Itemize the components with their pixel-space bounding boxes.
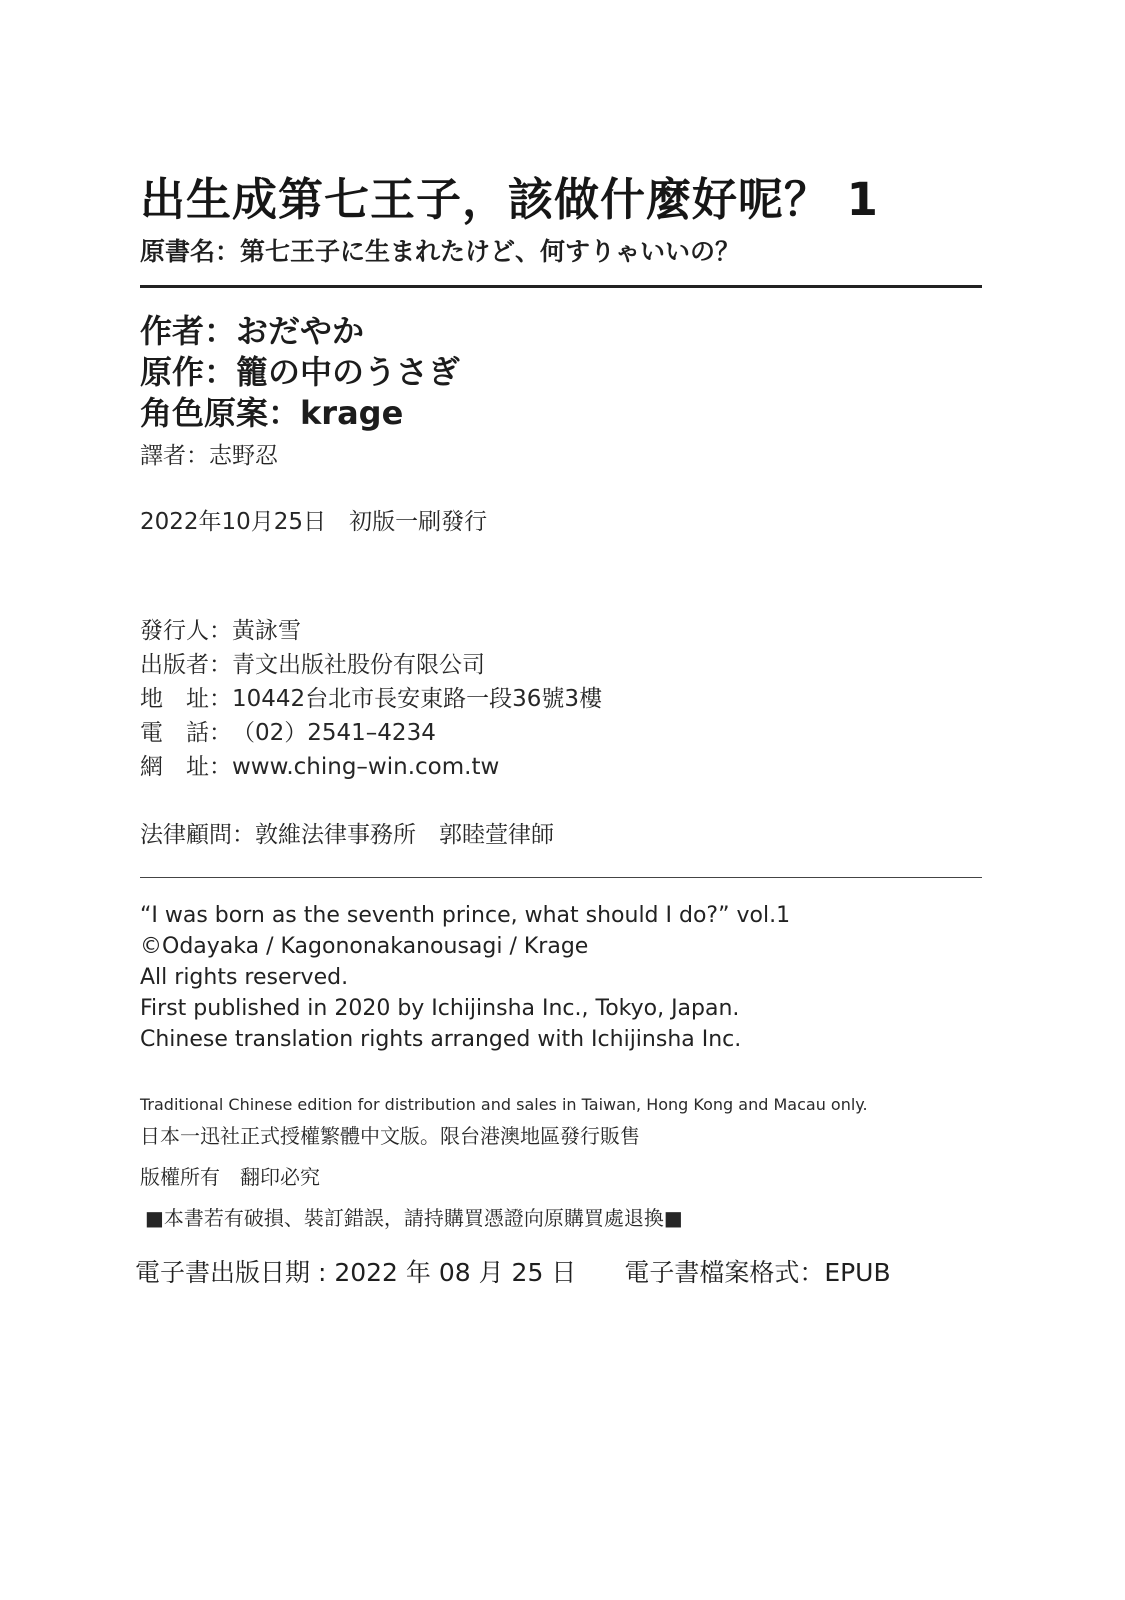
original-work-credit: 原作：籠の中のうさぎ [140,353,461,391]
english-title-line: “I was born as the seventh prince, what should I do?” vol.1 [140,903,791,928]
phone-line [140,714,436,747]
address-label: 地 址： [140,686,232,712]
distribution-chinese: 日本一迅社正式授權繁體中文版。限台港澳地區發行販售 [140,1124,640,1148]
ebook-info [135,1253,891,1289]
author-credit: 作者：おだやか [140,312,365,350]
edition-line: 2022年10月25日 初版一刷發行 [140,509,488,535]
translator-credit: 譯者：志野忍 [140,443,278,469]
address-value: 10442台北市長安東路一段36號3樓 [232,686,603,712]
website-label: 網 址： [140,754,232,780]
ebook-format: 電子書檔案格式：EPUB [624,1258,891,1287]
publisher-name: 出版者：青文出版社股份有限公司 [140,652,485,678]
website-line [140,748,499,781]
address-line [140,680,602,713]
phone-label: 電 話： [140,720,232,746]
phone-value: （02）2541–4234 [232,720,436,746]
book-title: 出生成第七王子，該做什麼好呢？ 1 [140,173,879,226]
translation-rights: Chinese translation rights arranged with Ichijinsha Inc. [140,1027,742,1052]
publisher-person: 發行人：黃詠雪 [140,618,301,644]
legal-advisor: 法律顧問：敦維法律事務所 郭睦萱律師 [140,822,554,848]
website-value: www.ching–win.com.tw [232,754,500,780]
first-published: First published in 2020 by Ichijinsha Inc., Tokyo, Japan. [140,996,740,1021]
title-divider [140,285,982,288]
section-divider [140,877,982,878]
character-design-credit: 角色原案：krage [140,394,404,432]
return-notice: ■本書若有破損、裝訂錯誤，請持購買憑證向原購買處退換■ [145,1206,683,1230]
rights-reserved: All rights reserved. [140,965,349,990]
ebook-date: 電子書出版日期 : 2022 年 08 月 25 日 [135,1258,577,1287]
rights-notice: 版權所有 翻印必究 [140,1165,320,1189]
copyright-holders: ©Odayaka / Kagononakanousagi / Krage [140,934,589,959]
original-title: 原書名：第七王子に生まれたけど、何すりゃいいの？ [140,237,741,266]
distribution-english: Traditional Chinese edition for distribution and sales in Taiwan, Hong Kong and Macau only. [140,1095,868,1114]
